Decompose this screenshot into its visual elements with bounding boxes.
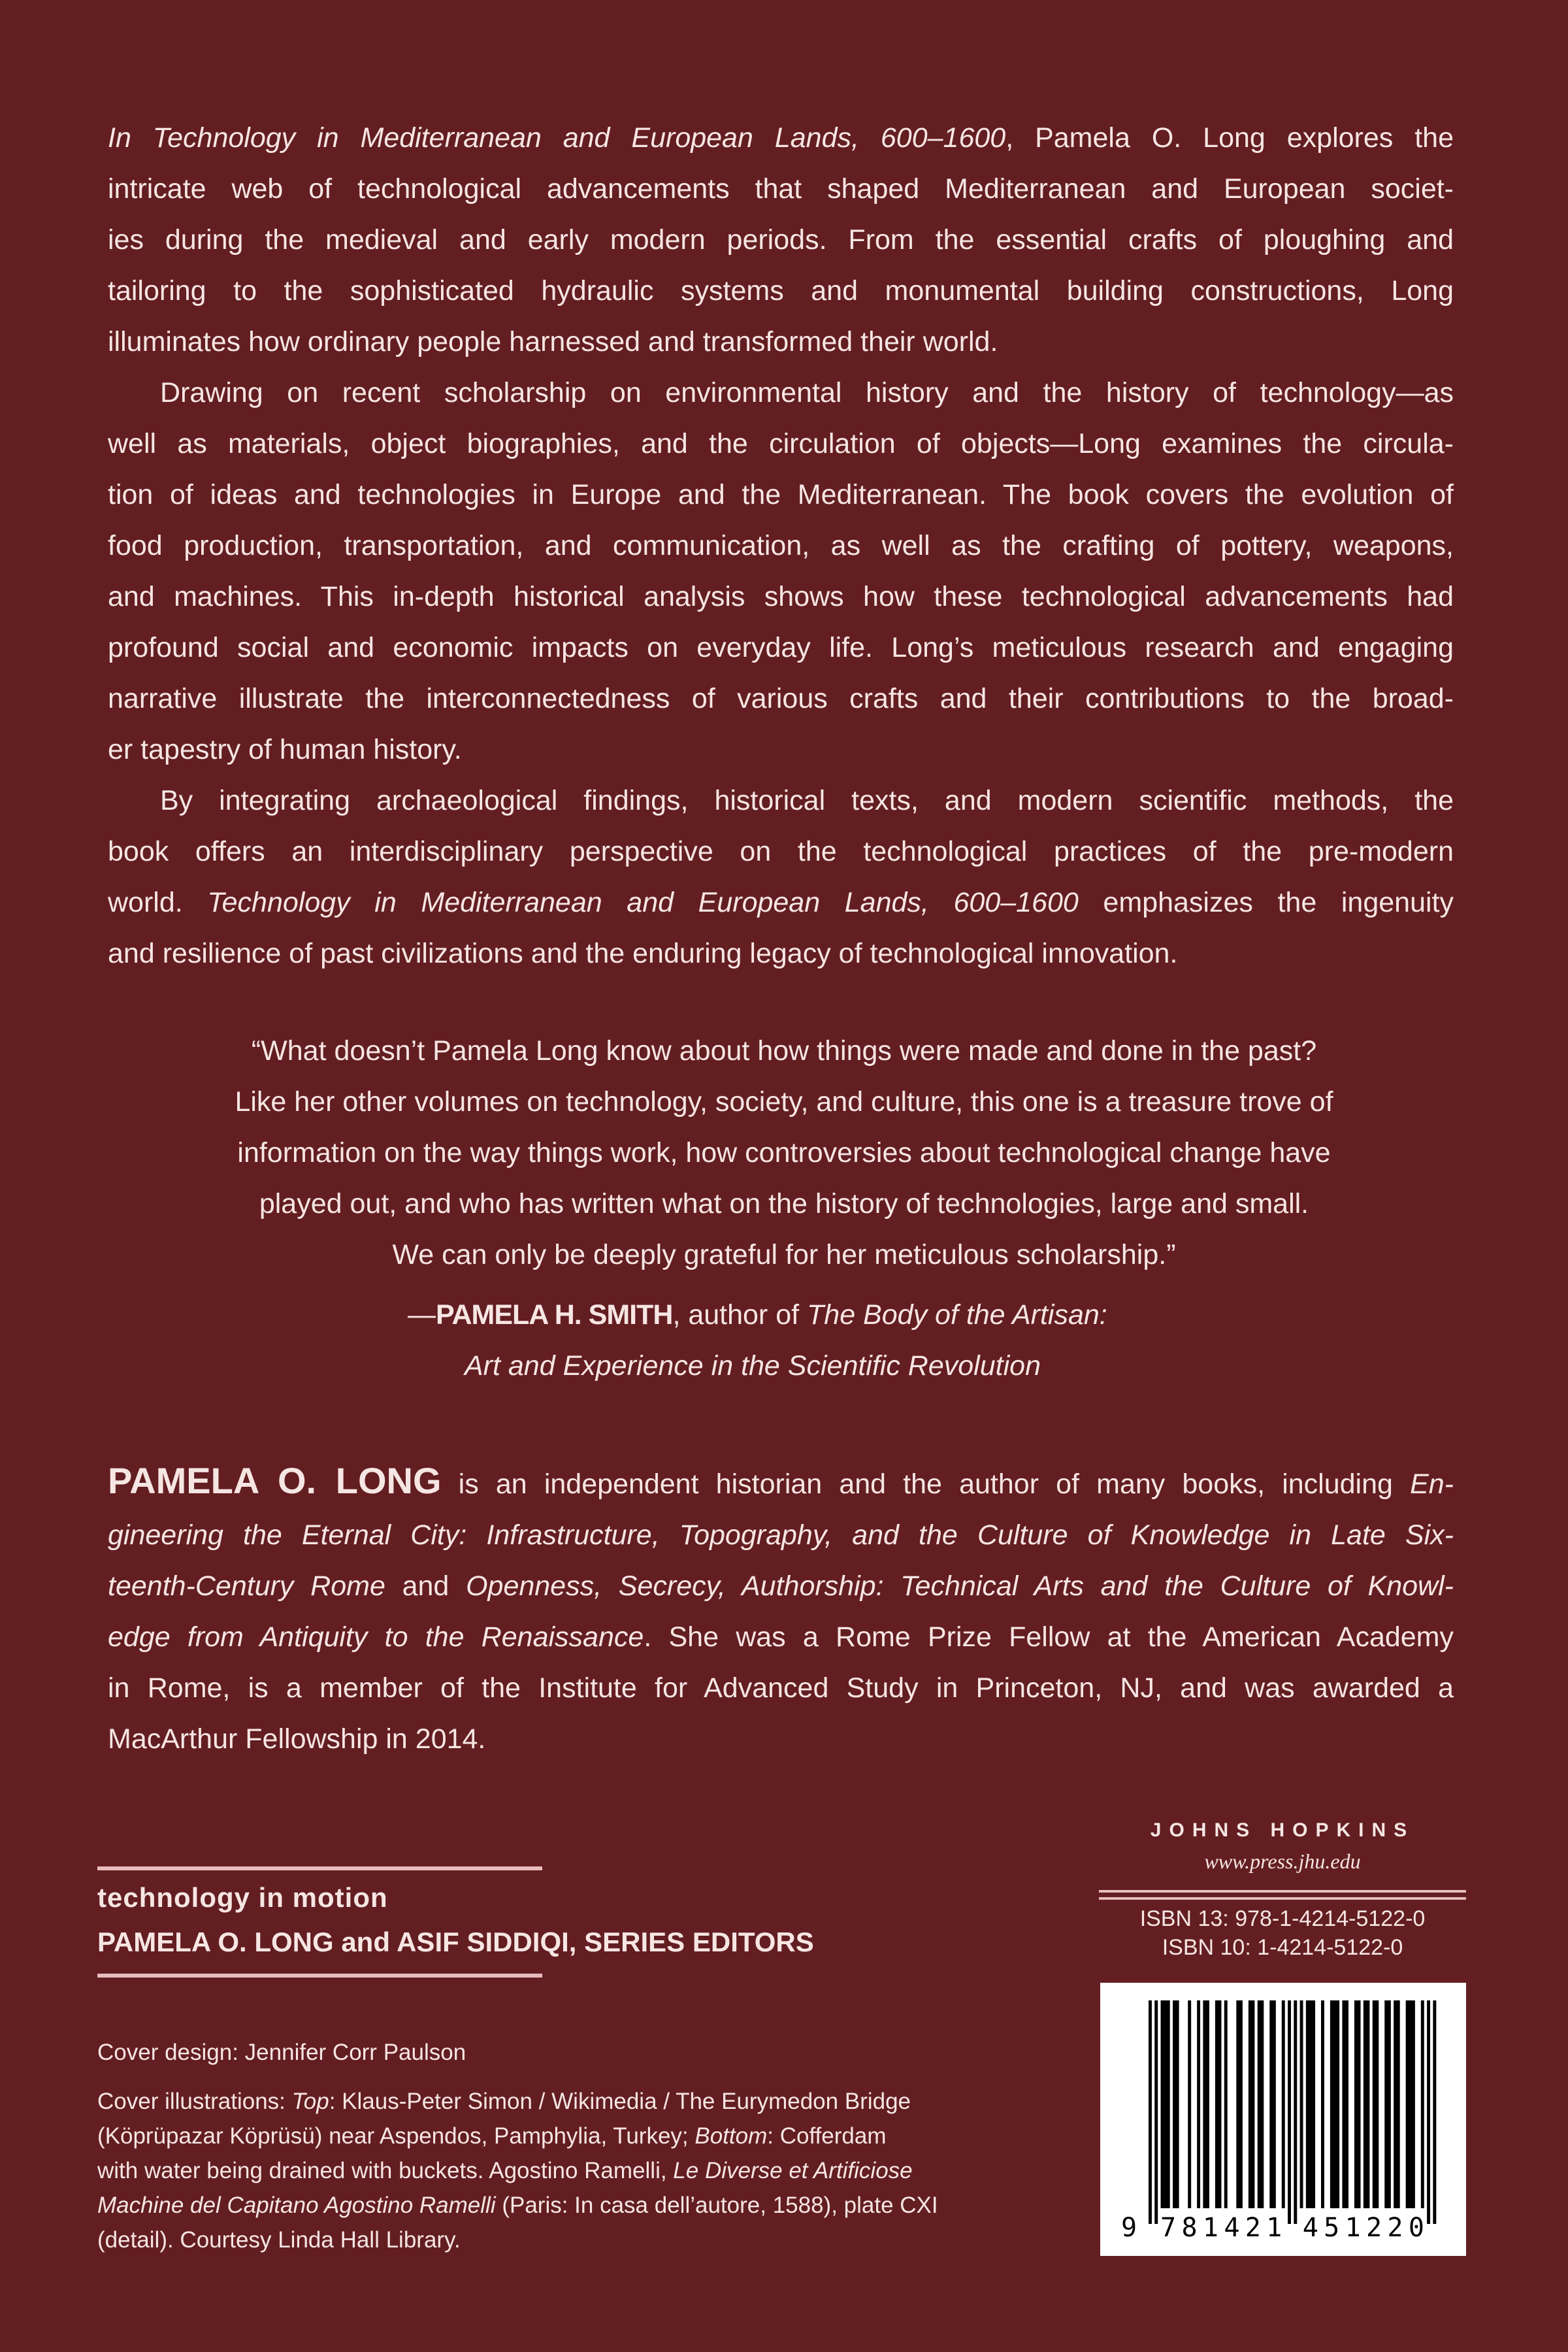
barcode-bar xyxy=(1188,2000,1191,2208)
barcode-bar xyxy=(1409,2000,1412,2208)
text-segment: and machines. This in-depth historical analysis shows how these technological advancements had xyxy=(108,581,1454,612)
text-segment: Cover design: Jennifer Corr Paulson xyxy=(97,2040,466,2065)
barcode-bar xyxy=(1384,2000,1388,2208)
barcode-digit: 2 xyxy=(1245,2213,1261,2243)
barcode-bar xyxy=(1427,2000,1430,2224)
text-line xyxy=(108,826,1454,877)
text-line xyxy=(465,1340,1041,1391)
barcode-bar xyxy=(1421,2000,1424,2208)
text-segment: . She was a Rome Prize Fellow at the American Academy xyxy=(644,1621,1454,1653)
book-description xyxy=(108,112,1454,979)
barcode-bar xyxy=(1273,2000,1276,2208)
barcode-bar xyxy=(1345,2000,1348,2208)
barcode-bar xyxy=(1412,2000,1415,2208)
text-line xyxy=(108,469,1454,520)
italic-text: Bottom xyxy=(694,2123,768,2149)
italic-text: Art and Experience in the Scientific Revolution xyxy=(465,1350,1041,1382)
text-line xyxy=(108,367,1454,418)
text-line xyxy=(97,2119,938,2153)
text-line xyxy=(108,418,1454,469)
barcode-digit: 2 xyxy=(1366,2213,1382,2243)
text-segment: : Klaus-Peter Simon / Wikimedia / The Eurymedon Bridge xyxy=(329,2089,911,2114)
text-segment: is an independent historian and the author of many books, including xyxy=(441,1468,1411,1500)
publisher-url: www.press.jhu.edu xyxy=(1204,1849,1361,1873)
barcode-bar xyxy=(1354,2000,1358,2208)
cover-design-credit xyxy=(97,2035,466,2070)
name-caps: PAMELA O. LONG xyxy=(108,1460,442,1501)
barcode-bar xyxy=(1149,2000,1152,2224)
text-segment: MacArthur Fellowship in 2014. xyxy=(108,1723,486,1755)
text-line xyxy=(108,1714,1454,1764)
barcode-digit-lead: 9 xyxy=(1120,2213,1137,2243)
text-segment: , Pamela O. Long explores the xyxy=(1005,122,1454,154)
text-segment: — xyxy=(408,1299,436,1331)
barcode-graphic xyxy=(1100,1983,1466,2256)
barcode-bar xyxy=(1333,2000,1337,2208)
barcode-bar xyxy=(1249,2000,1252,2208)
text-segment: illuminates how ordinary people harnessed and transformed their world. xyxy=(108,326,998,357)
name-caps: PAMELA H. SMITH xyxy=(436,1299,673,1331)
isbn-13: ISBN 13: 978-1-4214-5122-0 xyxy=(1139,1906,1426,1931)
text-line xyxy=(97,2223,938,2257)
barcode-bar xyxy=(1294,2000,1297,2224)
italic-text: Machine del Capitano Agostino Ramelli xyxy=(97,2193,496,2218)
italic-text: En- xyxy=(1410,1468,1454,1500)
barcode-bar xyxy=(1375,2000,1379,2208)
barcode-bar xyxy=(1388,2000,1391,2208)
text-segment: food production, transportation, and communication, as well as the crafting of pottery, weapons, xyxy=(108,530,1454,561)
text-line xyxy=(108,1229,1460,1280)
barcode-bar xyxy=(1288,2000,1291,2224)
text-segment: : Cofferdam xyxy=(767,2123,887,2149)
text-segment: emphasizes the ingenuity xyxy=(1078,887,1454,918)
barcode-bar xyxy=(1309,2000,1312,2208)
text-line xyxy=(108,163,1454,214)
text-line xyxy=(108,1612,1454,1663)
text-line xyxy=(108,1178,1460,1229)
text-segment: ies during the medieval and early modern periods. From the essential crafts of ploughing and xyxy=(108,224,1454,256)
text-segment: (detail). Courtesy Linda Hall Library. xyxy=(97,2227,461,2253)
barcode-digit: 4 xyxy=(1302,2213,1318,2243)
italic-text: Technology in Mediterranean and European Lands, 600–1600 xyxy=(207,887,1079,918)
text-segment: “What doesn’t Pamela Long know about how things were made and done in the past? xyxy=(251,1035,1317,1067)
text-line xyxy=(408,1289,1107,1340)
italic-text: In Technology in Mediterranean and European Lands, 600–1600 xyxy=(108,122,1006,154)
text-segment: , author of xyxy=(672,1299,808,1331)
barcode-bar xyxy=(1251,2000,1254,2208)
italic-text: teenth-Century Rome xyxy=(108,1570,385,1602)
text-segment: By integrating archaeological findings, historical texts, and modern scientific methods, the xyxy=(160,785,1454,816)
text-segment: narrative illustrate the interconnectedness of various crafts and their contributions to the broad- xyxy=(108,683,1454,714)
barcode-bar xyxy=(1239,2000,1243,2208)
text-segment: and xyxy=(385,1570,466,1602)
text-line xyxy=(108,1455,1454,1510)
text-line xyxy=(108,1076,1460,1127)
text-line xyxy=(97,2153,938,2188)
barcode-bar xyxy=(1167,2000,1170,2208)
barcode-bar xyxy=(1176,2000,1179,2208)
text-line xyxy=(108,1561,1454,1612)
barcode-bar xyxy=(1236,2000,1239,2208)
text-line xyxy=(108,316,1454,367)
barcode-bar xyxy=(1321,2000,1324,2208)
barcode-bar xyxy=(1312,2000,1315,2208)
barcode-bar xyxy=(1358,2000,1361,2208)
barcode-bar xyxy=(1366,2000,1369,2208)
text-segment: with water being drained with buckets. Agostino Ramelli, xyxy=(97,2158,674,2183)
barcode-digit: 5 xyxy=(1324,2213,1340,2243)
text-segment: Drawing on recent scholarship on environmental history and the history of technology—as xyxy=(160,377,1454,408)
italic-text: Openness, Secrecy, Authorship: Technical Arts and the Culture of Knowl- xyxy=(466,1570,1454,1602)
text-segment: tailoring to the sophisticated hydraulic systems and monumental building constructions, Long xyxy=(108,275,1454,306)
text-segment: (Köprüpazar Köprüsü) near Aspendos, Pamphylia, Turkey; xyxy=(97,2123,695,2149)
barcode-digit: 8 xyxy=(1181,2213,1198,2243)
text-line xyxy=(108,673,1454,724)
text-segment: Like her other volumes on technology, society, and culture, this one is a treasure trove of xyxy=(235,1086,1333,1118)
barcode-digit: 7 xyxy=(1160,2213,1177,2243)
text-line xyxy=(108,1663,1454,1714)
barcode-bar xyxy=(1397,2000,1400,2208)
barcode-bar xyxy=(1364,2000,1367,2208)
barcode-bar xyxy=(1300,2000,1303,2208)
text-line xyxy=(108,877,1454,928)
text-segment: We can only be deeply grateful for her meticulous scholarship.” xyxy=(392,1239,1176,1270)
text-segment: (Paris: In casa dell’autore, 1588), plate CXI xyxy=(495,2193,938,2218)
publisher-rule-2 xyxy=(1099,1897,1466,1900)
barcode-bar xyxy=(1406,2000,1409,2208)
quote-attribution xyxy=(408,1289,1107,1340)
text-line xyxy=(97,2035,466,2070)
author-bio xyxy=(108,1455,1454,1764)
isbn-10: ISBN 10: 1-4214-5122-0 xyxy=(1162,1935,1403,1960)
text-segment: played out, and who has written what on the history of technologies, large and small. xyxy=(259,1188,1309,1219)
barcode-digit: 1 xyxy=(1345,2213,1361,2243)
barcode-bar xyxy=(1173,2000,1176,2208)
barcode-bar xyxy=(1342,2000,1345,2208)
series-name: technology in motion xyxy=(97,1882,388,1913)
text-segment: in Rome, is a member of the Institute for Advanced Study in Princeton, NJ, and was awarded a xyxy=(108,1672,1454,1704)
barcode-bar xyxy=(1330,2000,1333,2208)
barcode-bar xyxy=(1258,2000,1261,2208)
text-line xyxy=(97,2188,938,2223)
text-segment: information on the way things work, how controversies about technological change have xyxy=(237,1137,1331,1168)
barcode-bar xyxy=(1373,2000,1376,2208)
italic-text: Top xyxy=(291,2089,329,2114)
series-top-rule xyxy=(97,1866,542,1870)
barcode-digit: 2 xyxy=(1387,2213,1403,2243)
barcode-bar xyxy=(1203,2000,1206,2208)
barcode-bar xyxy=(1164,2000,1167,2208)
text-line xyxy=(108,214,1454,265)
text-segment: well as materials, object biographies, and the circulation of objects—Long examines the circula- xyxy=(108,428,1454,459)
text-segment: intricate web of technological advancements that shaped Mediterranean and European societ- xyxy=(108,173,1454,205)
barcode-bar xyxy=(1197,2000,1200,2208)
text-line xyxy=(108,775,1454,826)
text-line xyxy=(108,928,1454,979)
barcode-bar xyxy=(1224,2000,1228,2208)
text-segment: er tapestry of human history. xyxy=(108,734,462,765)
barcode-bar xyxy=(1260,2000,1264,2208)
text-segment: Cover illustrations: xyxy=(97,2089,292,2114)
barcode-digit: 1 xyxy=(1202,2213,1218,2243)
barcode-bar xyxy=(1433,2000,1436,2224)
text-segment: world. xyxy=(108,887,208,918)
text-segment: and resilience of past civilizations and the enduring legacy of technological innovation. xyxy=(108,938,1178,969)
barcode-bar xyxy=(1206,2000,1209,2208)
barcode-bar xyxy=(1336,2000,1339,2208)
text-segment: tion of ideas and technologies in Europe and the Mediterranean. The book covers the evolution of xyxy=(108,479,1454,510)
barcode-bar xyxy=(1154,2000,1158,2224)
italic-text: Le Diverse et Artificiose xyxy=(673,2158,913,2183)
publisher-logo: JOHNS HOPKINS xyxy=(1150,1819,1415,1841)
italic-text: The Body of the Artisan: xyxy=(807,1299,1107,1331)
barcode-bar xyxy=(1218,2000,1222,2208)
publisher-rule-1 xyxy=(1099,1890,1466,1893)
text-line xyxy=(108,1510,1454,1561)
barcode-bar xyxy=(1161,2000,1164,2208)
italic-text: edge from Antiquity to the Renaissance xyxy=(108,1621,644,1653)
series-editors: PAMELA O. LONG and ASIF SIDDIQI, SERIES EDITORS xyxy=(97,1927,814,1957)
barcode xyxy=(1100,1983,1466,2256)
text-line xyxy=(108,112,1454,163)
series-bottom-rule xyxy=(97,1974,542,1978)
text-line xyxy=(108,571,1454,622)
endorsement-quote xyxy=(108,1025,1460,1280)
barcode-digit: 1 xyxy=(1266,2213,1282,2243)
barcode-bar xyxy=(1269,2000,1273,2208)
barcode-bar xyxy=(1306,2000,1309,2208)
text-line xyxy=(108,724,1454,775)
text-segment: book offers an interdisciplinary perspective on the technological practices of the pre-modern xyxy=(108,836,1454,867)
barcode-digit: 0 xyxy=(1408,2213,1424,2243)
text-line xyxy=(108,622,1454,673)
cover-illustration-credits xyxy=(97,2084,938,2257)
text-line xyxy=(108,265,1454,316)
quote-attribution-book-title xyxy=(465,1340,1041,1391)
barcode-bar xyxy=(1282,2000,1285,2208)
barcode-digit: 4 xyxy=(1224,2213,1240,2243)
barcode-bar xyxy=(1215,2000,1218,2208)
text-line xyxy=(108,1025,1460,1076)
text-segment: profound social and economic impacts on everyday life. Long’s meticulous research and engaging xyxy=(108,632,1454,663)
text-line xyxy=(108,520,1454,571)
barcode-bar xyxy=(1394,2000,1397,2208)
italic-text: gineering the Eternal City: Infrastructure, Topography, and the Culture of Knowledge in Late Six- xyxy=(108,1519,1454,1551)
text-line xyxy=(108,1127,1460,1178)
text-line xyxy=(97,2084,938,2119)
